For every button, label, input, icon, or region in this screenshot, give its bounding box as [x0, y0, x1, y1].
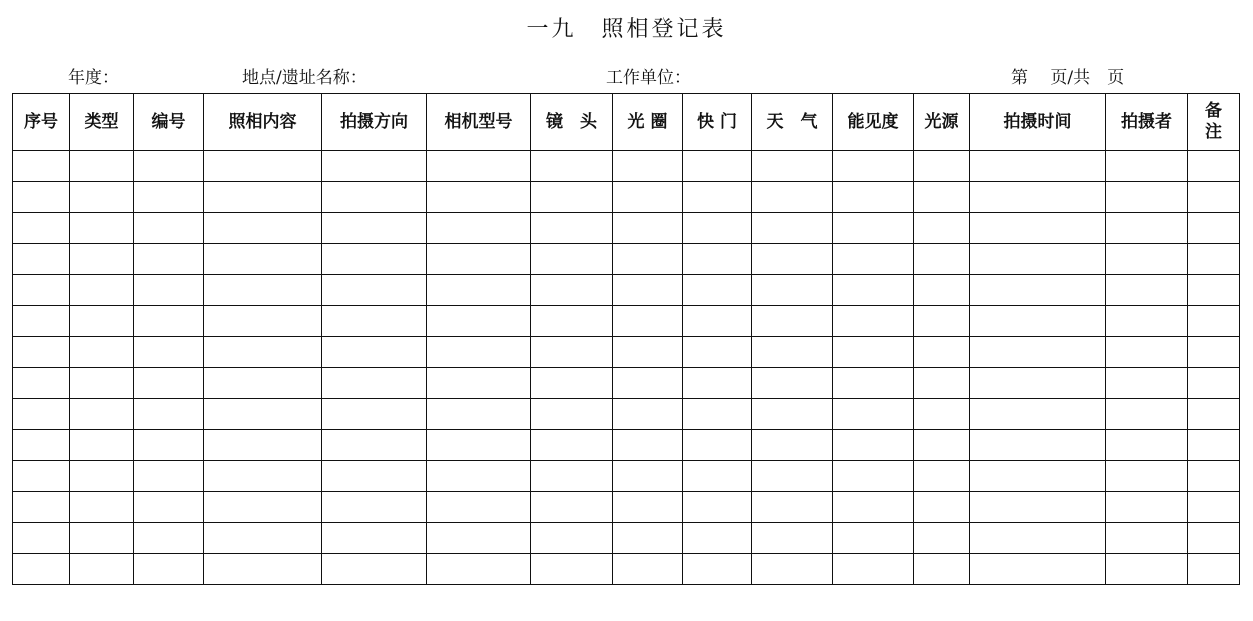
table-cell[interactable]: [531, 244, 613, 275]
table-cell[interactable]: [204, 275, 322, 306]
table-cell[interactable]: [613, 151, 683, 182]
table-row: [13, 337, 1240, 368]
table-cell[interactable]: [970, 182, 1106, 213]
table-cell[interactable]: [322, 244, 427, 275]
table-row: [13, 275, 1240, 306]
col-code: 编号: [134, 94, 204, 151]
table-cell[interactable]: [13, 430, 70, 461]
table-cell[interactable]: [683, 368, 752, 399]
col-weather: 天 气: [752, 94, 833, 151]
table-cell[interactable]: [427, 182, 531, 213]
table-cell[interactable]: [13, 399, 70, 430]
table-cell[interactable]: [914, 554, 970, 585]
table-cell[interactable]: [70, 523, 134, 554]
table-cell[interactable]: [683, 182, 752, 213]
table-cell[interactable]: [914, 306, 970, 337]
table-row: [13, 430, 1240, 461]
table-cell[interactable]: [322, 492, 427, 523]
table-cell[interactable]: [531, 213, 613, 244]
table-cell[interactable]: [1106, 151, 1188, 182]
table-cell[interactable]: [204, 461, 322, 492]
table-cell[interactable]: [70, 399, 134, 430]
table-cell[interactable]: [1106, 430, 1188, 461]
col-shooting-direction: 拍摄方向: [322, 94, 427, 151]
table-cell[interactable]: [1106, 368, 1188, 399]
table-cell[interactable]: [322, 399, 427, 430]
table-cell[interactable]: [914, 492, 970, 523]
table-cell[interactable]: [13, 213, 70, 244]
table-cell[interactable]: [204, 244, 322, 275]
table-cell[interactable]: [204, 492, 322, 523]
table-row: [13, 244, 1240, 275]
table-cell[interactable]: [204, 151, 322, 182]
table-cell[interactable]: [970, 399, 1106, 430]
table-cell[interactable]: [70, 275, 134, 306]
table-cell[interactable]: [322, 523, 427, 554]
col-lens: 镜 头: [531, 94, 613, 151]
table-cell[interactable]: [427, 461, 531, 492]
table-cell[interactable]: [70, 461, 134, 492]
table-cell[interactable]: [833, 399, 914, 430]
table-cell[interactable]: [204, 399, 322, 430]
table-cell[interactable]: [752, 306, 833, 337]
table-cell[interactable]: [1188, 306, 1240, 337]
table-cell[interactable]: [833, 492, 914, 523]
table-cell[interactable]: [752, 244, 833, 275]
table-cell[interactable]: [1106, 337, 1188, 368]
table-cell[interactable]: [970, 213, 1106, 244]
table-cell[interactable]: [13, 523, 70, 554]
table-cell[interactable]: [683, 461, 752, 492]
table-cell[interactable]: [683, 151, 752, 182]
table-cell[interactable]: [1188, 213, 1240, 244]
table-cell[interactable]: [970, 554, 1106, 585]
table-row: [13, 492, 1240, 523]
table-cell[interactable]: [683, 337, 752, 368]
col-visibility: 能见度: [833, 94, 914, 151]
table-cell[interactable]: [531, 430, 613, 461]
table-cell[interactable]: [13, 461, 70, 492]
table-cell[interactable]: [427, 275, 531, 306]
table-cell[interactable]: [613, 337, 683, 368]
table-cell[interactable]: [1106, 399, 1188, 430]
table-cell[interactable]: [427, 306, 531, 337]
table-cell[interactable]: [833, 461, 914, 492]
table-cell[interactable]: [531, 368, 613, 399]
table-cell[interactable]: [13, 492, 70, 523]
table-cell[interactable]: [1106, 213, 1188, 244]
table-cell[interactable]: [1188, 523, 1240, 554]
table-cell[interactable]: [833, 275, 914, 306]
table-cell[interactable]: [683, 275, 752, 306]
table-cell[interactable]: [1188, 244, 1240, 275]
table-row: [13, 368, 1240, 399]
table-cell[interactable]: [13, 368, 70, 399]
table-cell[interactable]: [134, 461, 204, 492]
table-cell[interactable]: [613, 430, 683, 461]
table-cell[interactable]: [1188, 492, 1240, 523]
table-cell[interactable]: [531, 523, 613, 554]
table-cell[interactable]: [970, 151, 1106, 182]
table-cell[interactable]: [134, 306, 204, 337]
table-cell[interactable]: [134, 182, 204, 213]
table-cell[interactable]: [752, 182, 833, 213]
table-cell[interactable]: [134, 492, 204, 523]
table-cell[interactable]: [1106, 182, 1188, 213]
table-cell[interactable]: [204, 368, 322, 399]
table-cell[interactable]: [70, 492, 134, 523]
table-cell[interactable]: [70, 554, 134, 585]
table-cell[interactable]: [13, 151, 70, 182]
table-cell[interactable]: [204, 337, 322, 368]
table-cell[interactable]: [531, 337, 613, 368]
table-cell[interactable]: [833, 182, 914, 213]
table-cell[interactable]: [322, 461, 427, 492]
work-unit-field-label: 工作单位：: [606, 68, 691, 88]
table-body: [13, 151, 1240, 585]
table-cell[interactable]: [70, 151, 134, 182]
table-cell[interactable]: [1188, 430, 1240, 461]
col-photo-content: 照相内容: [204, 94, 322, 151]
table-cell[interactable]: [1106, 554, 1188, 585]
table-cell[interactable]: [70, 337, 134, 368]
table-cell[interactable]: [752, 213, 833, 244]
table-cell[interactable]: [914, 430, 970, 461]
table-cell[interactable]: [1106, 461, 1188, 492]
table-cell[interactable]: [13, 275, 70, 306]
table-cell[interactable]: [613, 213, 683, 244]
table-cell[interactable]: [70, 368, 134, 399]
table-cell[interactable]: [970, 306, 1106, 337]
table-cell[interactable]: [204, 554, 322, 585]
table-cell[interactable]: [204, 430, 322, 461]
table-cell[interactable]: [1188, 275, 1240, 306]
table-cell[interactable]: [914, 275, 970, 306]
table-cell[interactable]: [531, 182, 613, 213]
table-cell[interactable]: [531, 461, 613, 492]
table-cell[interactable]: [322, 213, 427, 244]
table-cell[interactable]: [752, 275, 833, 306]
table-cell[interactable]: [970, 337, 1106, 368]
table-cell[interactable]: [914, 213, 970, 244]
table-cell[interactable]: [1106, 275, 1188, 306]
table-cell[interactable]: [134, 337, 204, 368]
table-cell[interactable]: [970, 461, 1106, 492]
table-cell[interactable]: [833, 151, 914, 182]
table-cell[interactable]: [134, 399, 204, 430]
table-cell[interactable]: [752, 337, 833, 368]
page-count-label: 第 页/共 页: [1011, 68, 1125, 88]
table-cell[interactable]: [914, 523, 970, 554]
table-cell[interactable]: [613, 523, 683, 554]
table-cell[interactable]: [322, 554, 427, 585]
table-cell[interactable]: [427, 244, 531, 275]
table-cell[interactable]: [970, 492, 1106, 523]
col-shooting-time: 拍摄时间: [970, 94, 1106, 151]
table-cell[interactable]: [833, 337, 914, 368]
table-cell[interactable]: [427, 368, 531, 399]
table-cell[interactable]: [70, 213, 134, 244]
table-cell[interactable]: [322, 306, 427, 337]
table-cell[interactable]: [1188, 337, 1240, 368]
table-cell[interactable]: [134, 213, 204, 244]
table-row: [13, 554, 1240, 585]
table-cell[interactable]: [1188, 182, 1240, 213]
table-cell[interactable]: [683, 554, 752, 585]
table-cell[interactable]: [613, 554, 683, 585]
table-cell[interactable]: [531, 492, 613, 523]
table-row: [13, 182, 1240, 213]
table-cell[interactable]: [613, 368, 683, 399]
table-cell[interactable]: [70, 306, 134, 337]
table-cell[interactable]: [531, 554, 613, 585]
table-cell[interactable]: [970, 275, 1106, 306]
table-cell[interactable]: [683, 523, 752, 554]
table-cell[interactable]: [204, 523, 322, 554]
table-cell[interactable]: [833, 523, 914, 554]
table-cell[interactable]: [1106, 306, 1188, 337]
table-cell[interactable]: [134, 368, 204, 399]
table-cell[interactable]: [683, 306, 752, 337]
table-row: [13, 151, 1240, 182]
form-title: 一九 照相登记表: [526, 17, 727, 42]
table-cell[interactable]: [613, 275, 683, 306]
table-cell[interactable]: [683, 213, 752, 244]
table-cell[interactable]: [427, 523, 531, 554]
table-cell[interactable]: [833, 213, 914, 244]
col-serial-number: 序号: [13, 94, 70, 151]
col-remarks: 备 注: [1188, 94, 1240, 151]
table-cell[interactable]: [613, 399, 683, 430]
table-cell[interactable]: [1188, 461, 1240, 492]
table-cell[interactable]: [752, 492, 833, 523]
col-photographer: 拍摄者: [1106, 94, 1188, 151]
table-cell[interactable]: [1188, 368, 1240, 399]
table-cell[interactable]: [134, 151, 204, 182]
table-cell[interactable]: [1188, 554, 1240, 585]
col-shutter: 快 门: [683, 94, 752, 151]
table-cell[interactable]: [683, 492, 752, 523]
table-cell[interactable]: [427, 337, 531, 368]
col-aperture: 光 圈: [613, 94, 683, 151]
table-cell[interactable]: [427, 399, 531, 430]
table-cell[interactable]: [970, 430, 1106, 461]
table-cell[interactable]: [1106, 492, 1188, 523]
table-cell[interactable]: [134, 430, 204, 461]
table-cell[interactable]: [427, 554, 531, 585]
table-cell[interactable]: [752, 151, 833, 182]
table-cell[interactable]: [322, 430, 427, 461]
table-cell[interactable]: [531, 275, 613, 306]
table-cell[interactable]: [204, 306, 322, 337]
table-cell[interactable]: [833, 306, 914, 337]
table-cell[interactable]: [322, 275, 427, 306]
table-cell[interactable]: [204, 182, 322, 213]
table-cell[interactable]: [914, 461, 970, 492]
table-cell[interactable]: [70, 244, 134, 275]
table-cell[interactable]: [833, 554, 914, 585]
table-cell[interactable]: [914, 151, 970, 182]
table-cell[interactable]: [427, 151, 531, 182]
table-cell[interactable]: [531, 306, 613, 337]
table-cell[interactable]: [13, 306, 70, 337]
table-cell[interactable]: [613, 306, 683, 337]
table-cell[interactable]: [134, 275, 204, 306]
table-cell[interactable]: [752, 368, 833, 399]
table-cell[interactable]: [613, 182, 683, 213]
table-row: [13, 523, 1240, 554]
table-cell[interactable]: [613, 492, 683, 523]
table-cell[interactable]: [752, 523, 833, 554]
header-row: [13, 94, 1240, 151]
table-cell[interactable]: [833, 368, 914, 399]
table-cell[interactable]: [752, 461, 833, 492]
table-cell[interactable]: [1188, 399, 1240, 430]
table-cell[interactable]: [833, 430, 914, 461]
table-cell[interactable]: [70, 430, 134, 461]
site-name-field-label: 地点/遗址名称：: [242, 68, 367, 88]
table-cell[interactable]: [13, 244, 70, 275]
table-cell[interactable]: [322, 151, 427, 182]
table-row: [13, 213, 1240, 244]
table-cell[interactable]: [134, 244, 204, 275]
table-cell[interactable]: [13, 182, 70, 213]
table-cell[interactable]: [683, 430, 752, 461]
table-cell[interactable]: [970, 523, 1106, 554]
table-cell[interactable]: [914, 399, 970, 430]
table-cell[interactable]: [13, 554, 70, 585]
table-cell[interactable]: [1106, 244, 1188, 275]
table-cell[interactable]: [322, 337, 427, 368]
table-cell[interactable]: [970, 244, 1106, 275]
table-cell[interactable]: [752, 399, 833, 430]
col-type: 类型: [70, 94, 134, 151]
table-cell[interactable]: [134, 554, 204, 585]
table-cell[interactable]: [752, 430, 833, 461]
table-cell[interactable]: [683, 244, 752, 275]
table-cell[interactable]: [1106, 523, 1188, 554]
table-cell[interactable]: [613, 461, 683, 492]
table-cell[interactable]: [134, 523, 204, 554]
table-cell[interactable]: [427, 492, 531, 523]
photo-register-table: [12, 93, 1240, 585]
table-cell[interactable]: [427, 213, 531, 244]
table-cell[interactable]: [1188, 151, 1240, 182]
table-cell[interactable]: [914, 244, 970, 275]
year-field-label: 年度：: [68, 68, 119, 88]
table-cell[interactable]: [914, 368, 970, 399]
table-cell[interactable]: [204, 213, 322, 244]
table-cell[interactable]: [322, 368, 427, 399]
table-row: [13, 461, 1240, 492]
table-cell[interactable]: [531, 399, 613, 430]
table-cell[interactable]: [322, 182, 427, 213]
table-cell[interactable]: [13, 337, 70, 368]
table-cell[interactable]: [970, 368, 1106, 399]
table-cell[interactable]: [833, 244, 914, 275]
table-cell[interactable]: [914, 182, 970, 213]
table-cell[interactable]: [531, 151, 613, 182]
table-cell[interactable]: [683, 399, 752, 430]
col-light-source: 光源: [914, 94, 970, 151]
table-cell[interactable]: [613, 244, 683, 275]
table-cell[interactable]: [427, 430, 531, 461]
table-cell[interactable]: [914, 337, 970, 368]
table-row: [13, 399, 1240, 430]
table-cell[interactable]: [752, 554, 833, 585]
col-camera-model: 相机型号: [427, 94, 531, 151]
table-cell[interactable]: [70, 182, 134, 213]
table-row: [13, 306, 1240, 337]
